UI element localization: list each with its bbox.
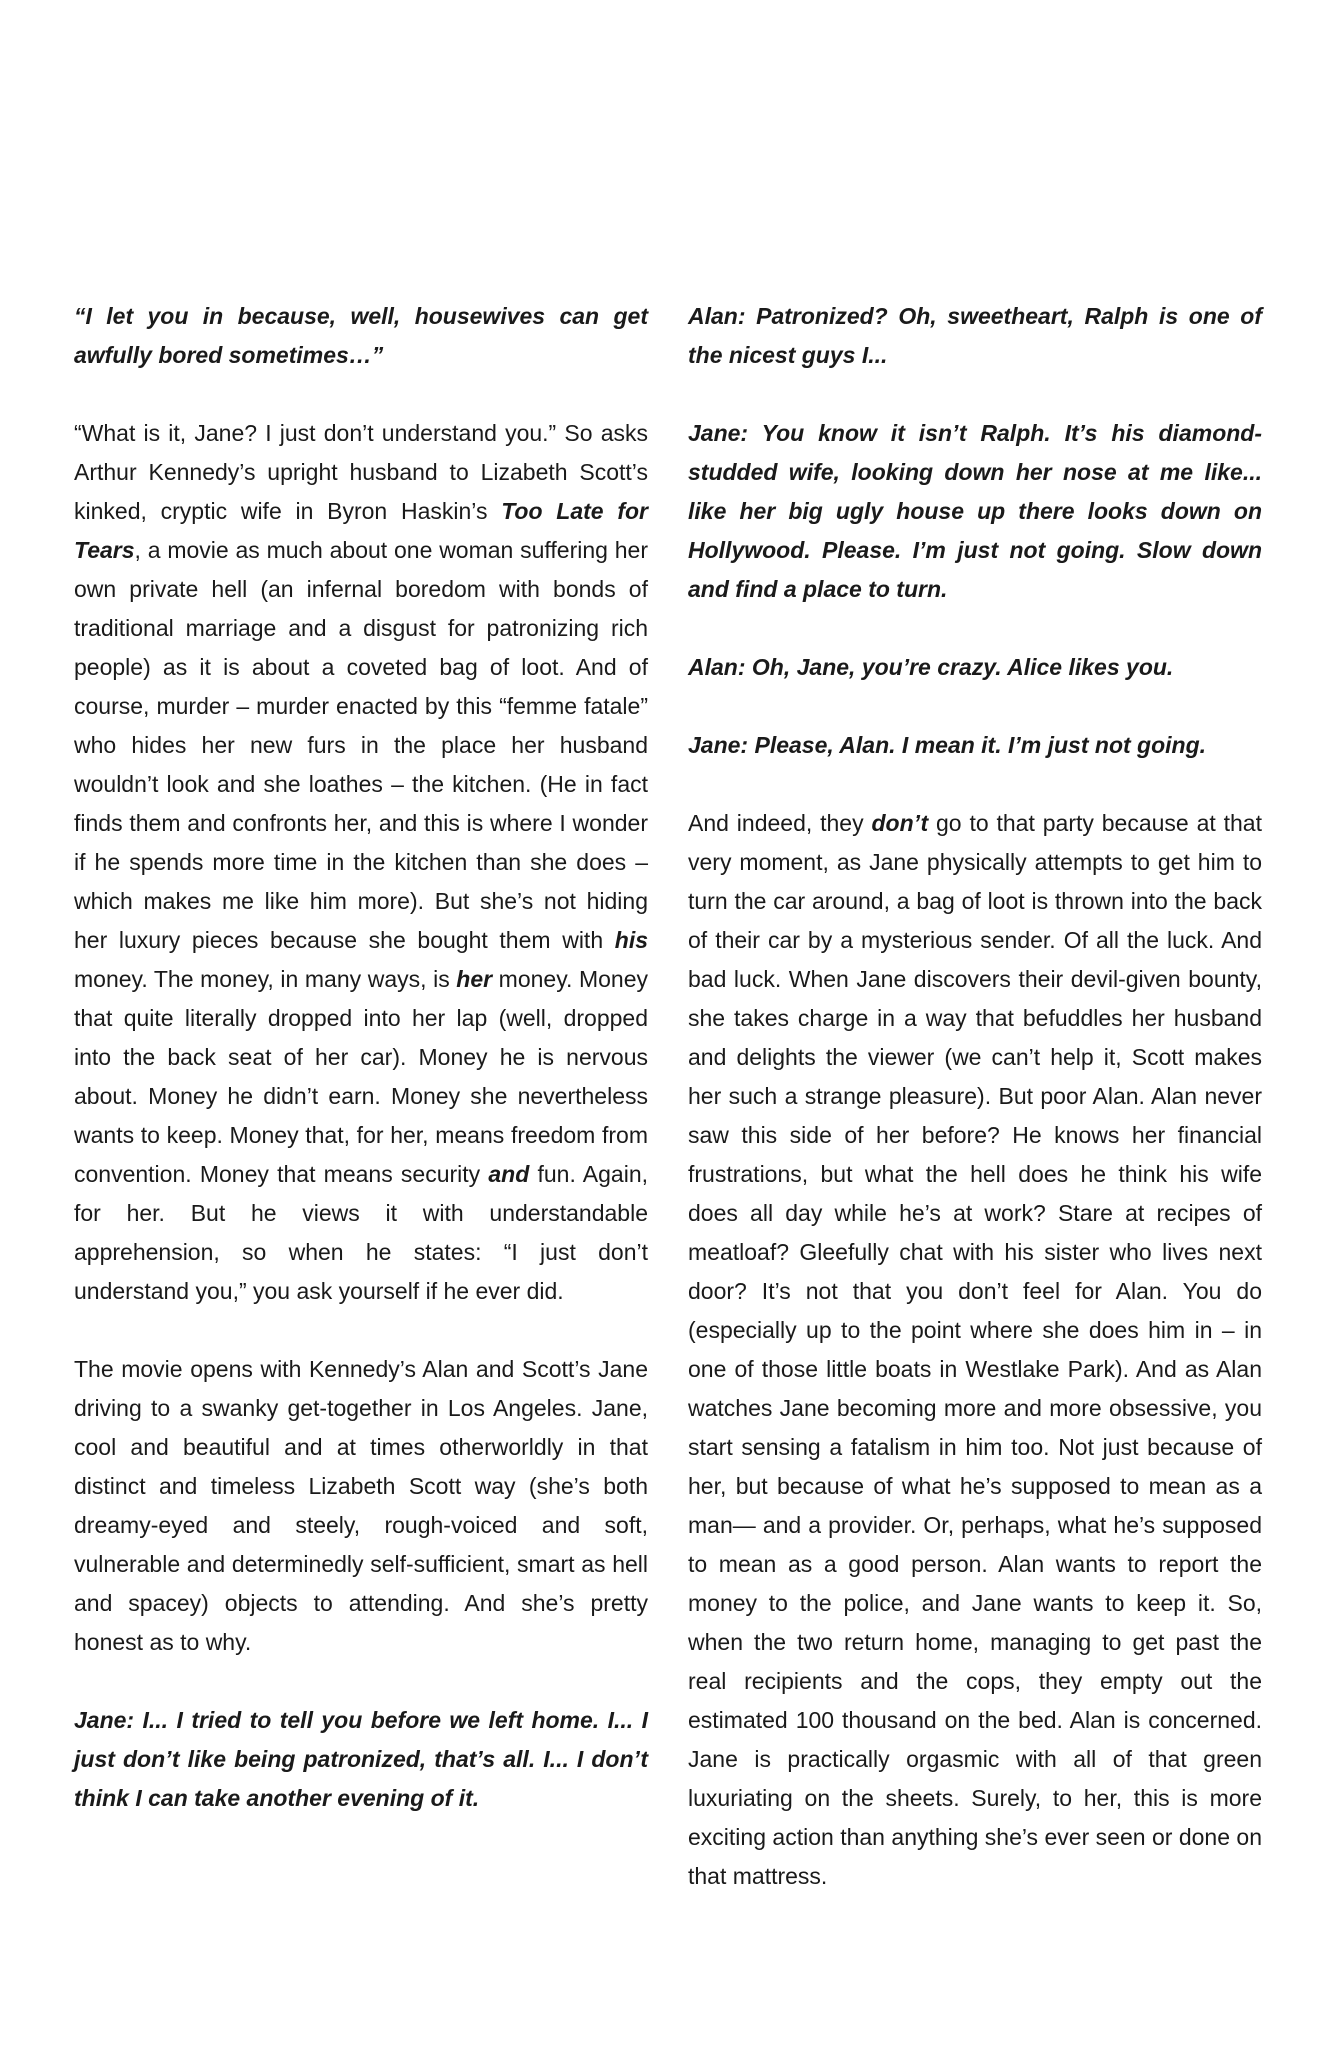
emphasis-and: and — [488, 1161, 530, 1187]
dialogue-alan-1: Alan: Patronized? Oh, sweetheart, Ralph is one of the nicest guys I... — [688, 303, 1262, 368]
p1-text-e: fun. Again, for her. But he views it with understandable apprehension, so when he states: “I just don’t understand you,” you ask yourself if he ever did. — [74, 1161, 648, 1304]
p1-text-c: money. The money, in many ways, is — [74, 966, 457, 992]
p3-text-b: go to that party because at that very moment, as Jane physically attempts to get him to turn the car around, a bag of loot is thrown into the back of their car by a mysterious sender. Of all the luck. And bad luck. When Jane discovers their devil-given bounty, she takes charge in a way that befuddles her husband and delights the viewer (we can’t help it, Scott makes her such a strange pleasure). But poor Alan. Alan never saw this side of her before? He knows her financial frustrations, but what the hell does he think his wife does all day while he’s at work? Stare at recipes of meatloaf? Gleefully chat with his sister who lives next door? It’s not that you don’t feel for Alan. You do (especially up to the point where she does him in – in one of those little boats in Westlake Park). And as Alan watches Jane becoming more and more obsessive, you start sensing a fatalism in him too. Not just because of her, but because of what he’s supposed to mean as a man— and a provider. Or, perhaps, what he’s supposed to mean as a good person. Alan wants to report the money to the police, and Jane wants to keep it. So, when the two return home, managing to get past the real recipients and the cops, they empty out the estimated 100 thousand on the bed. Alan is concerned. Jane is practically orgasmic with all of that green luxuriating on the sheets. Surely, to her, this is more exciting action than anything she’s ever seen or done on that mattress. — [688, 810, 1262, 1889]
dialogue-jane-2: Jane: You know it isn’t Ralph. It’s his diamond-studded wife, looking down her nose at me like... like her big ugly house up there looks down on Hollywood. Please. I’m just not going. Slow down and find a place to turn. — [688, 420, 1262, 602]
p1-text-a: “What is it, Jane? I just don’t understand you.” So asks Arthur Kennedy’s upright husband to Lizabeth Scott’s kinked, cryptic wife in Byron Haskin’s — [74, 420, 648, 524]
emphasis-his: his — [614, 927, 648, 953]
emphasis-her: her — [456, 966, 493, 992]
right-column — [688, 297, 1262, 1896]
p1-text-b: , a movie as much about one woman suffering her own private hell (an infernal boredom with bonds of traditional marriage and a disgust for patronizing rich people) as it is about a coveted bag of loot. And of course, murder – murder enacted by this “femme fatale” who hides her new furs in the place her husband wouldn’t look and she loathes – the kitchen. (He in fact finds them and confronts her, and this is where I wonder if he spends more time in the kitchen than she does – which makes me like him more). But she’s not hiding her luxury pieces because she bought them with — [74, 537, 648, 953]
epigraph-quote: “I let you in because, well, housewives can get awfully bored sometimes…” — [74, 303, 648, 368]
p3-text-a: And indeed, they — [688, 810, 872, 836]
dialogue-jane-1: Jane: I... I tried to tell you before we left home. I... I just don’t like being patronized, that’s all. I... I don’t think I can take another evening of it. — [74, 1707, 648, 1811]
body-paragraph-2: The movie opens with Kennedy’s Alan and Scott’s Jane driving to a swanky get-together in Los Angeles. Jane, cool and beautiful and at times otherworldly in that distinct and timeless Lizabeth Scott way (she’s both dreamy-eyed and steely, rough-voiced and soft, vulnerable and determinedly self-sufficient, smart as hell and spacey) objects to attending. And she’s pretty honest as to why. — [74, 1356, 648, 1655]
film-title: Too Late for Tears — [74, 498, 648, 563]
left-column — [74, 297, 648, 1818]
p1-text-d: money. Money that quite literally dropped into her lap (well, dropped into the back seat of her car). Money he is nervous about. Money he didn’t earn. Money she nevertheless wants to keep. Money that, for her, means freedom from convention. Money that means security — [74, 966, 648, 1187]
emphasis-dont: don’t — [871, 810, 929, 836]
dialogue-jane-3: Jane: Please, Alan. I mean it. I’m just not going. — [688, 732, 1207, 758]
dialogue-alan-2: Alan: Oh, Jane, you’re crazy. Alice likes you. — [688, 654, 1174, 680]
body-paragraph-1 — [74, 414, 648, 1311]
body-paragraph-3 — [688, 804, 1262, 1896]
